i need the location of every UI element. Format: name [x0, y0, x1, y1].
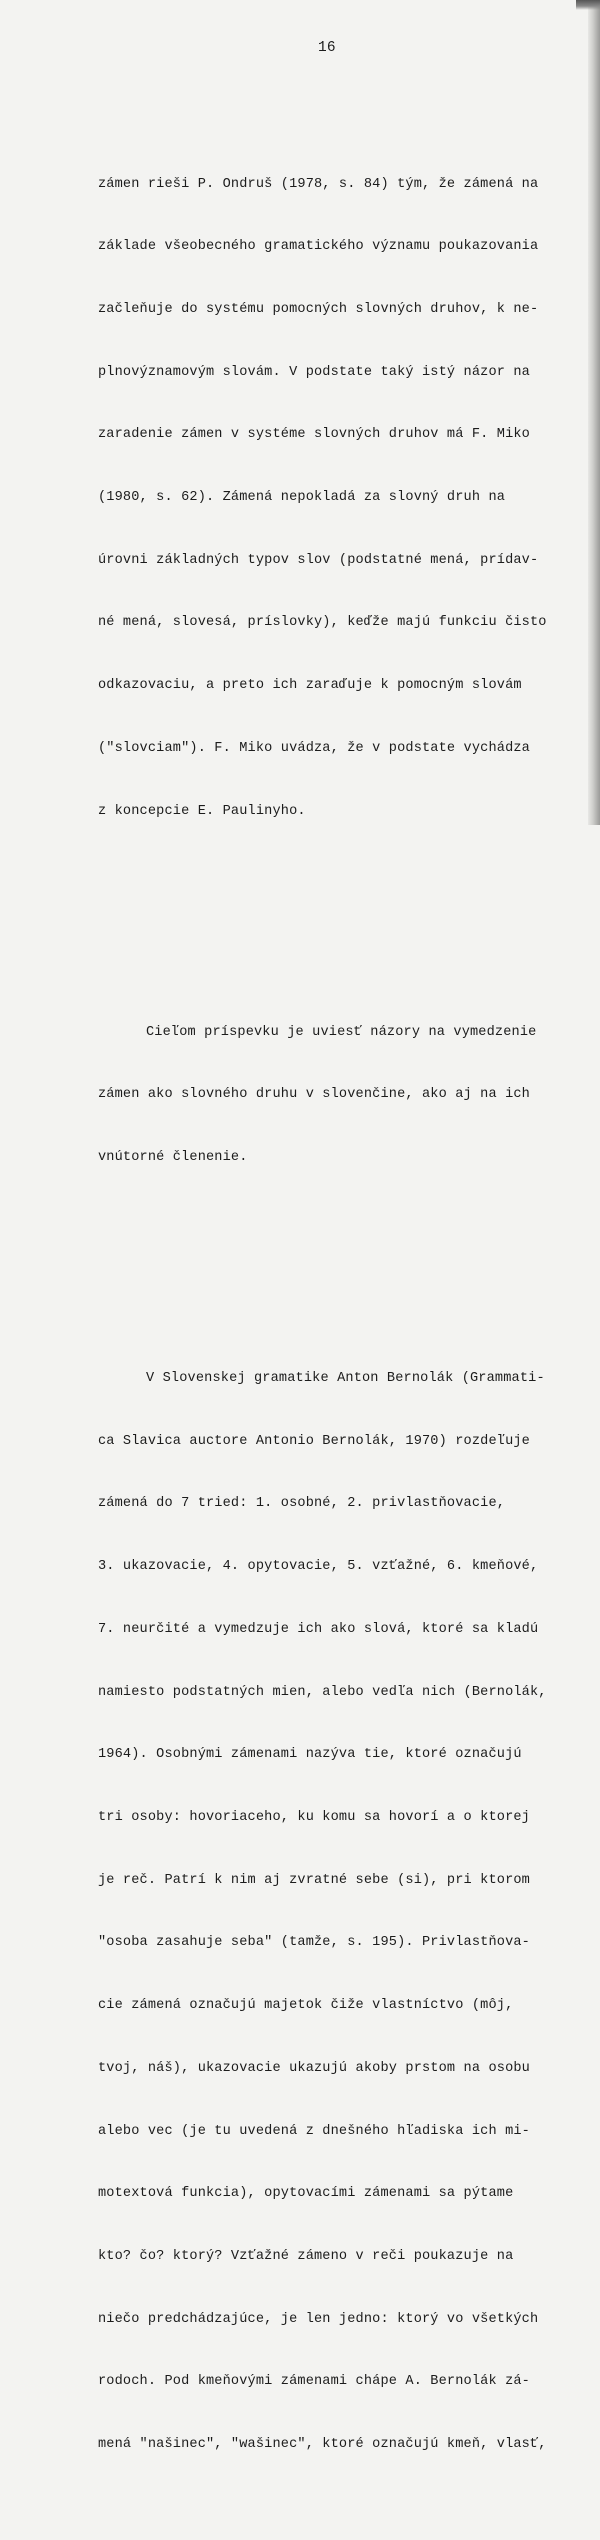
text-line: mená "našinec", "wašinec", ktoré označujú kmeň, vlasť,	[98, 2437, 547, 2453]
text-line: (1980, s. 62). Zámená nepokladá za slovný druh na	[98, 490, 506, 506]
text-line: zámen rieši P. Ondruš (1978, s. 84) tým, že zámená na	[98, 176, 539, 192]
text-line: plnovýznamovým slovám. V podstate taký istý názor na	[98, 364, 530, 380]
paragraph-3	[98, 1327, 568, 2497]
text-line: né mená, slovesá, príslovky), keďže majú funkciu čisto	[98, 615, 547, 631]
text-line: vnútorné členenie.	[98, 1150, 248, 1166]
text-line: je reč. Patrí k nim aj zvratné sebe (si), pri ktorom	[98, 1872, 530, 1888]
paragraph-gap	[98, 1253, 568, 1265]
text-line: "osoba zasahuje seba" (tamže, s. 195). Privlastňova-	[98, 1935, 530, 1951]
text-line: Cieľom príspevku je uviesť názory na vymedzenie	[146, 1024, 537, 1040]
paragraph-2	[98, 981, 568, 1211]
text-line: namiesto podstatných mien, alebo vedľa nich (Bernolák,	[98, 1684, 547, 1700]
text-line: tvoj, náš), ukazovacie ukazujú akoby prstom na osobu	[98, 2060, 530, 2076]
paragraph-1	[98, 133, 568, 865]
text-line: odkazovaciu, a preto ich zaraďuje k pomocným slovám	[98, 678, 522, 694]
text-line: 3. ukazovacie, 4. opytovacie, 5. vzťažné, 6. kmeňové,	[98, 1559, 539, 1575]
text-line: ca Slavica auctore Antonio Bernolák, 1970) rozdeľuje	[98, 1433, 530, 1449]
text-line: motextová funkcia), opytovacími zámenami sa pýtame	[98, 2186, 514, 2202]
text-line: alebo vec (je tu uvedená z dnešného hľadiska ich mi-	[98, 2123, 530, 2139]
text-line: úrovni základných typov slov (podstatné mená, prídav-	[98, 552, 539, 568]
text-line: cie zámená označujú majetok čiže vlastníctvo (môj,	[98, 1998, 514, 2014]
corner-scan-mark	[576, 0, 600, 10]
text-line: začleňuje do systému pomocných slovných druhov, k ne-	[98, 301, 539, 317]
text-line: V Slovenskej gramatike Anton Bernolák (Grammati-	[146, 1371, 545, 1387]
text-line: z koncepcie E. Paulinyho.	[98, 803, 306, 819]
text-line: niečo predchádzajúce, je len jedno: ktorý vo všetkých	[98, 2311, 539, 2327]
text-line: kto? čo? ktorý? Vzťažné zámeno v reči poukazuje na	[98, 2248, 514, 2264]
page-number: 16	[318, 40, 336, 56]
paragraph-gap	[98, 906, 568, 918]
text-line: zámená do 7 tried: 1. osobné, 2. privlastňovacie,	[98, 1496, 506, 1512]
text-line: 7. neurčité a vymedzuje ich ako slová, ktoré sa kladú	[98, 1621, 539, 1637]
text-line: tri osoby: hovoriaceho, ku komu sa hovorí a o ktorej	[98, 1809, 530, 1825]
page-edge-shadow	[588, 0, 600, 825]
text-line: zámen ako slovného druhu v slovenčine, ako aj na ich	[98, 1087, 530, 1103]
text-line: ("slovciam"). F. Miko uvádza, že v podstate vychádza	[98, 740, 530, 756]
text-line: zaradenie zámen v systéme slovných druhov má F. Miko	[98, 427, 530, 443]
text-line: rodoch. Pod kmeňovými zámenami chápe A. Bernolák zá-	[98, 2374, 530, 2390]
body-text	[98, 70, 568, 2540]
text-line: základe všeobecného gramatického významu poukazovania	[98, 239, 539, 255]
text-line: 1964). Osobnými zámenami nazýva tie, ktoré označujú	[98, 1747, 522, 1763]
